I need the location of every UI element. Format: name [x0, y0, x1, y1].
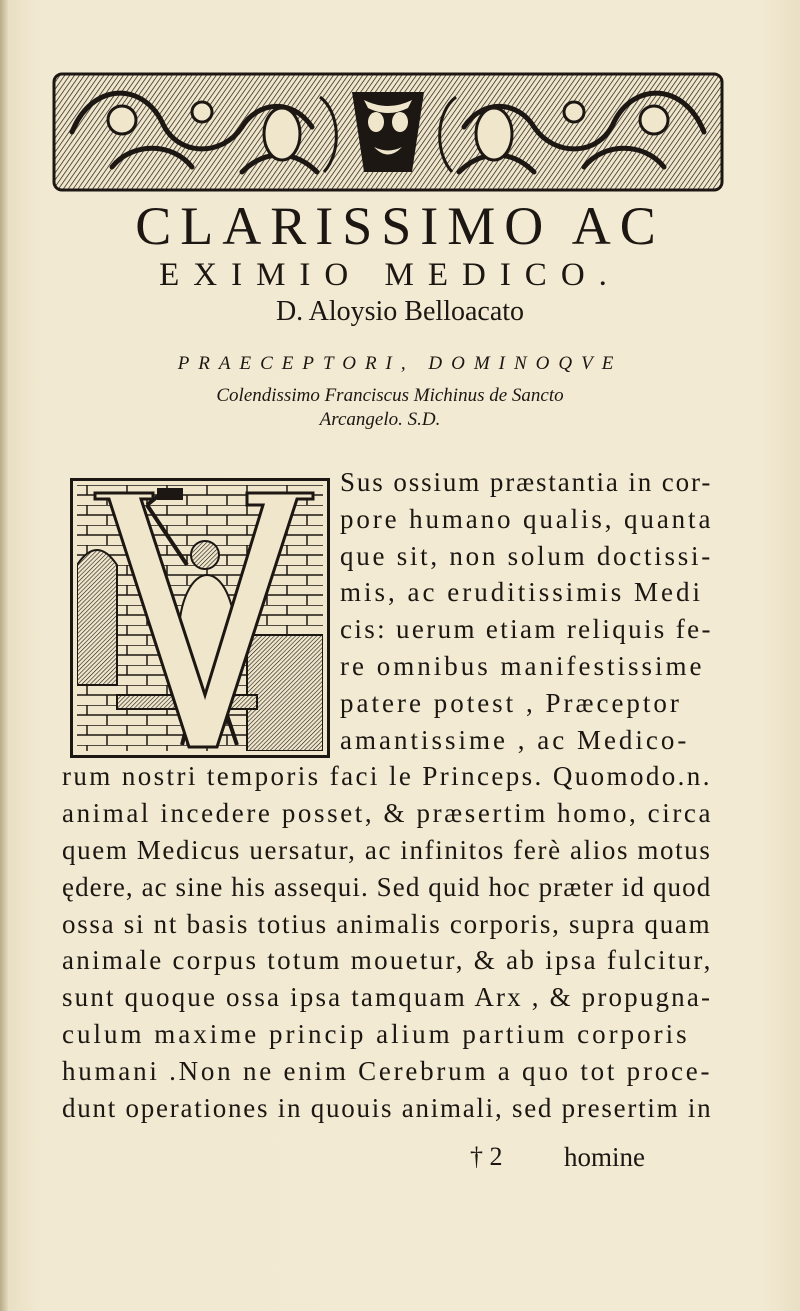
woodcut-initial — [70, 478, 330, 758]
body-line: ossa si nt basis totius animalis corporis, supra quam — [62, 908, 712, 939]
signature-mark: † 2 — [470, 1142, 503, 1171]
body-line: humani .Non ne enim Cerebrum a quo tot proce- — [62, 1055, 713, 1086]
body-line: culum maxime princip alium partium corporis — [62, 1019, 690, 1049]
dedication-line-3: Arcangelo. S.D. — [319, 409, 441, 430]
body-line: re omnibus manifestissime — [340, 651, 705, 681]
body-line: Sus ossium præstantia in cor- — [340, 467, 713, 497]
page-gutter — [0, 0, 8, 1311]
body-line: patere potest , Præceptor — [340, 687, 682, 718]
catchword: homine — [564, 1142, 645, 1172]
body-line: amantissime , ac Medico- — [340, 724, 690, 755]
body-line: ędere, ac sine his assequi. Sed quid hoc præter id quod — [62, 871, 712, 902]
dedication-line-2: Colendissimo Franciscus Michinus de Sancto — [216, 385, 564, 406]
body-line: quem Medicus uersatur, ac infinitos ferè alios motus — [62, 835, 712, 865]
dedication-line-1: PRAECEPTORI, DOMINOQVE — [177, 353, 623, 374]
title-line-3: D. Aloysio Belloacato — [275, 296, 525, 327]
body-line: pore humano qualis, quanta — [340, 503, 714, 534]
body-line: mis, ac eruditissimis Medi — [340, 577, 703, 608]
woodcut-illustration — [77, 485, 323, 751]
body-line: cis: uerum etiam reliquis fe- — [340, 614, 713, 645]
title-line-1: CLARISSIMO AC — [135, 196, 665, 256]
body-line: animale corpus totum mouetur, & ab ipsa fulcitur, — [62, 945, 713, 976]
body-line: que sit, non solum doctissi- — [340, 540, 713, 571]
body-line: dunt operationes in quouis animali, sed presertim in — [62, 1092, 713, 1123]
title-line-2: EXIMIO MEDICO. — [159, 257, 621, 293]
body-line: animal incedere posset, & præsertim homo, circa — [62, 798, 714, 829]
ornamental-headpiece — [52, 72, 724, 192]
body-line: rum nostri temporis faci le Princeps. Quomodo.n. — [62, 761, 712, 792]
body-line: sunt quoque ossa ipsa tamquam Arx , & propugna- — [62, 982, 713, 1013]
